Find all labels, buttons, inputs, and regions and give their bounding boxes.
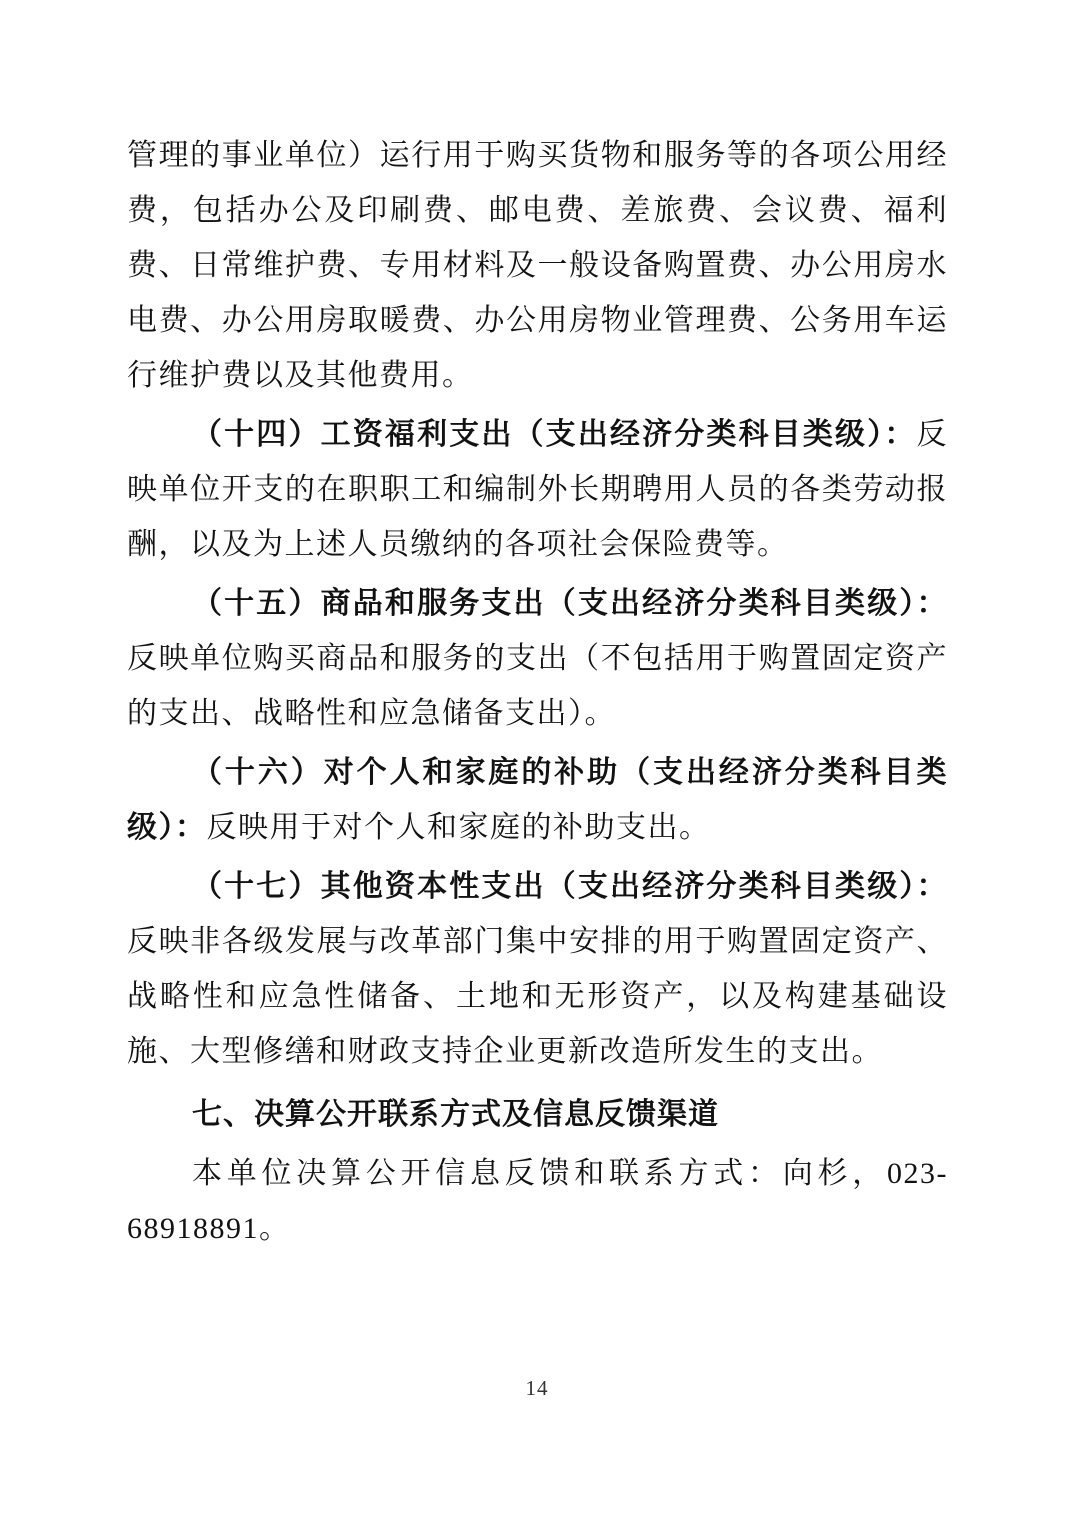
paragraph-continuation [127, 128, 948, 403]
section-heading: 七、决算公开联系方式及信息反馈渠道 [192, 1098, 719, 1131]
document-body [127, 128, 948, 1260]
paragraph-text: 反映单位购买商品和服务的支出（不包括用于购置固定资产的支出、战略性和应急储备支出）。 [127, 642, 948, 730]
closing-paragraph [127, 1146, 948, 1256]
paragraph-lead: （十四）工资福利支出（支出经济分类科目类级）： [192, 418, 917, 451]
paragraph-item-15 [127, 576, 948, 741]
paragraph-text: 管理的事业单位）运行用于购买货物和服务等的各项公用经费，包括办公及印刷费、邮电费、差旅费、会议费、福利费、日常维护费、专用材料及一般设备购置费、办公用房水电费、办公用房取暖费、办公用房物业管理费、公务用车运行维护费以及其他费用。 [127, 139, 948, 392]
paragraph-lead: （十六）对个人和家庭的补助（支出经济分类科目类级）： [127, 756, 948, 844]
page-number: 14 [525, 1376, 549, 1400]
paragraph-item-14 [127, 407, 948, 572]
paragraph-item-16 [127, 745, 948, 855]
paragraph-lead: （十五）商品和服务支出（支出经济分类科目类级）： [192, 587, 948, 620]
paragraph-text: 反映用于对个人和家庭的补助支出。 [206, 811, 711, 844]
paragraph-text: 反映单位开支的在职职工和编制外长期聘用人员的各类劳动报酬，以及为上述人员缴纳的各项社会保险费等。 [127, 418, 948, 561]
paragraph-text: 本单位决算公开信息反馈和联系方式：向杉，023-68918891。 [127, 1157, 948, 1245]
paragraph-item-17 [127, 859, 948, 1079]
paragraph-lead: （十七）其他资本性支出（支出经济分类科目类级）： [192, 870, 948, 903]
paragraph-text: 反映非各级发展与改革部门集中安排的用于购置固定资产、战略性和应急性储备、土地和无形资产，以及构建基础设施、大型修缮和财政支持企业更新改造所发生的支出。 [127, 925, 948, 1068]
